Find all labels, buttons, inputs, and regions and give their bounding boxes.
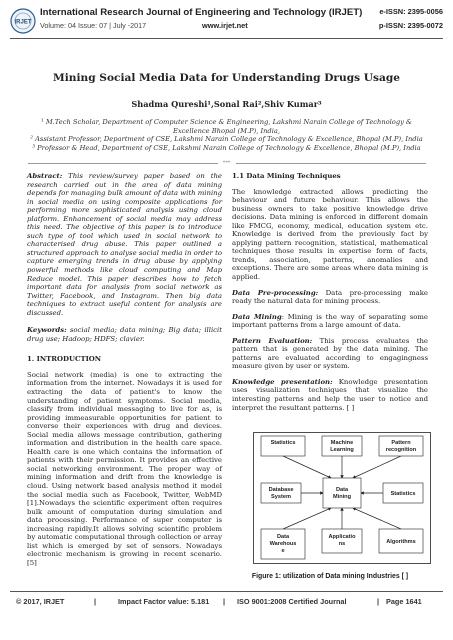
intro-paragraph: Social network (media) is one to extracting the information from the internet. Nowadays it is used for extracting the data of patient's to know the understanding of patient symptoms. Social media, classify from individual messaging to live for as, is providing immeasurable opportunities for patient to converse their experiences with drug and devices. Social media allows message contribution, gathering information and distribution in the health care space. Health care is one which contains the information of patients with their permission. It provides an effective social networking environment. The proper way of mining information and drift from the knowledge is cloud. Using network based analysis method it model the social media such as Facebook, Twitter, WebMD [1].Nowadays the scientific experiment often requires bulk amount of computation during simulation and data processing. Performance of super computer is increasing rapidly.It allows solving scientific problem by automatic computational through collection or array list which is emerged by set of sensors. Nowadays electronic mechanism is growing in recent scenario. [5] <box>27 370 222 567</box>
data-mining-diagram <box>253 432 431 564</box>
box-label: Learning <box>330 447 354 453</box>
item-knowledge-presentation <box>232 378 428 412</box>
footer-iso: ISO 9001:2008 Certified Journal <box>237 597 347 606</box>
box-label: Applicatio <box>328 534 356 540</box>
item-label: Pattern Evaluation: <box>232 336 313 345</box>
header-rule <box>10 38 443 39</box>
item-label: Data Mining <box>232 312 282 321</box>
box-label: Mining <box>332 494 352 500</box>
keywords <box>27 326 222 343</box>
box-label: Algorithms <box>386 539 416 545</box>
irjet-logo-icon <box>10 8 36 34</box>
box-label: Warehous <box>269 541 297 547</box>
abstract <box>27 172 222 317</box>
pissn: p-ISSN: 2395-0072 <box>378 21 443 30</box>
figure-caption: Figure 1: utilization of Data mining Industries [ ] <box>251 573 409 580</box>
footer-separator: | <box>377 597 380 606</box>
intro-heading: 1. INTRODUCTION <box>27 355 102 364</box>
right-column <box>232 172 428 419</box>
box-label: ns <box>338 541 346 547</box>
footer-rule <box>10 591 443 592</box>
left-column <box>27 172 222 574</box>
box-label: Pattern <box>391 440 411 446</box>
journal-volume: Volume: 04 Issue: 07 | July -2017 <box>40 21 147 30</box>
footer-separator: | <box>94 597 97 606</box>
abstract-text: This review/survey paper based on the research carried out in the area of data mining depends for managing bulk amount of data with mining in social media on using composite applications for performing more sophisticated analysis using cloud platform. Enhancement of social media may address this need. The objective of this paper is to introduce such type of tool which used in social network to characterised drug abuse. This paper outlined a structured approach to analyse social media in order to capture emerging trends in drug abuse by applying powerful methods like cloud computing and Map Reduce model. This paper describes how to fetch important data for analysis from social network as Twitter, Facebook, and Instagram. Then big data techniques to extract useful content for analysis are discussed. <box>27 172 222 317</box>
box-label: recognition <box>385 447 417 453</box>
paper-authors: Shadma Qureshi¹,Sonal Rai²,Shiv Kumar³ <box>131 99 322 109</box>
eissn: e-ISSN: 2395-0056 <box>379 7 443 16</box>
footer-separator: | <box>223 597 226 606</box>
affiliation-1-cont: Excellence Bhopal (M.P), India, <box>173 126 280 135</box>
logo-text: IRJET <box>14 19 32 26</box>
box-statistics-top <box>261 436 305 456</box>
box-label: Data <box>276 534 290 540</box>
box-database-system <box>261 483 301 503</box>
box-data-mining-center <box>323 478 361 508</box>
box-label: Statistics <box>390 491 416 497</box>
item-text: Data pre-processing make ready the natural data for mining process. <box>232 288 428 306</box>
box-label: Database <box>268 487 294 493</box>
paper-title: Mining Social Media Data for Understanding Drugs Usage <box>53 72 400 84</box>
item-data-preprocessing <box>232 289 428 306</box>
section-1-1-paragraph: The knowledge extracted allows predicting the behaviour and future behaviour. This allows the business owners to take positive knowledge drive decisions. Data mining is enforced in different domain like FMCG, economy, medical, education system etc. Knowledge is derived from the previously fact by applying pattern recognition, statistical, mathematical techniques those results in expertise form of facts, trends, association, patterns, anomalies and exceptions. There are some areas where data mining is applied. <box>232 187 428 281</box>
box-label: e <box>281 548 285 554</box>
separator-stars: *** <box>222 160 231 166</box>
item-data-mining <box>232 313 428 330</box>
box-label: Machine <box>330 440 354 446</box>
item-text: This process evaluates the pattern that is generated by the data mining. The patterns are evaluated according to engagingness measure given by user or system. <box>232 336 428 371</box>
item-text: : Mining is the way of separating some important patterns from a large amount of data. <box>232 312 428 330</box>
box-label: Data <box>335 487 349 493</box>
footer-page-number: Page 1641 <box>386 597 422 606</box>
abstract-label: Abstract: <box>27 172 63 180</box>
journal-website-link[interactable]: www.irjet.net <box>202 21 248 30</box>
footer-copyright: © 2017, IRJET <box>16 597 65 606</box>
footer-impact-factor: Impact Factor value: 5.181 <box>118 597 210 606</box>
keywords-label: Keywords: <box>27 326 67 335</box>
journal-title: International Research Journal of Engineering and Technology (IRJET) <box>40 7 363 18</box>
affiliation-2: ² Assistant Professor, Department of CSE, Lakshmi Narain College of Technology & Excellence, Bhopal (M.P), India <box>30 135 423 144</box>
section-1-1-heading: 1.1 Data Mining Techniques <box>232 172 341 180</box>
item-pattern-evaluation <box>232 337 428 371</box>
affiliation-1: ¹ M.Tech Scholar, Department of Computer Science & Engineering, Lakshmi Narain College of Technology & <box>41 118 412 126</box>
separator-line-right <box>236 163 426 164</box>
page-footer <box>10 596 443 609</box>
journal-header <box>10 6 443 36</box>
item-label: Data Pre-processing: <box>232 288 319 297</box>
item-label: Knowledge presentation: <box>232 377 333 386</box>
item-text: Knowledge presentation uses visualization techniques that visualize the interesting patterns and help the user to notice and interpret the resultant patterns. [ ] <box>232 377 428 412</box>
box-label: System <box>271 494 291 500</box>
box-machine-learning <box>322 436 362 456</box>
affiliation-3: ³ Professor & Head, Department of CSE, Lakshmi Narain College of Technology & Excellence, Bhopal (M.P), India <box>32 143 421 152</box>
box-label: Statistics <box>270 440 296 446</box>
keywords-text: social media; data mining; Big data; illicit drug use; Hadoop; HDFS; clavier. <box>27 326 222 343</box>
box-pattern-recognition <box>379 436 423 456</box>
